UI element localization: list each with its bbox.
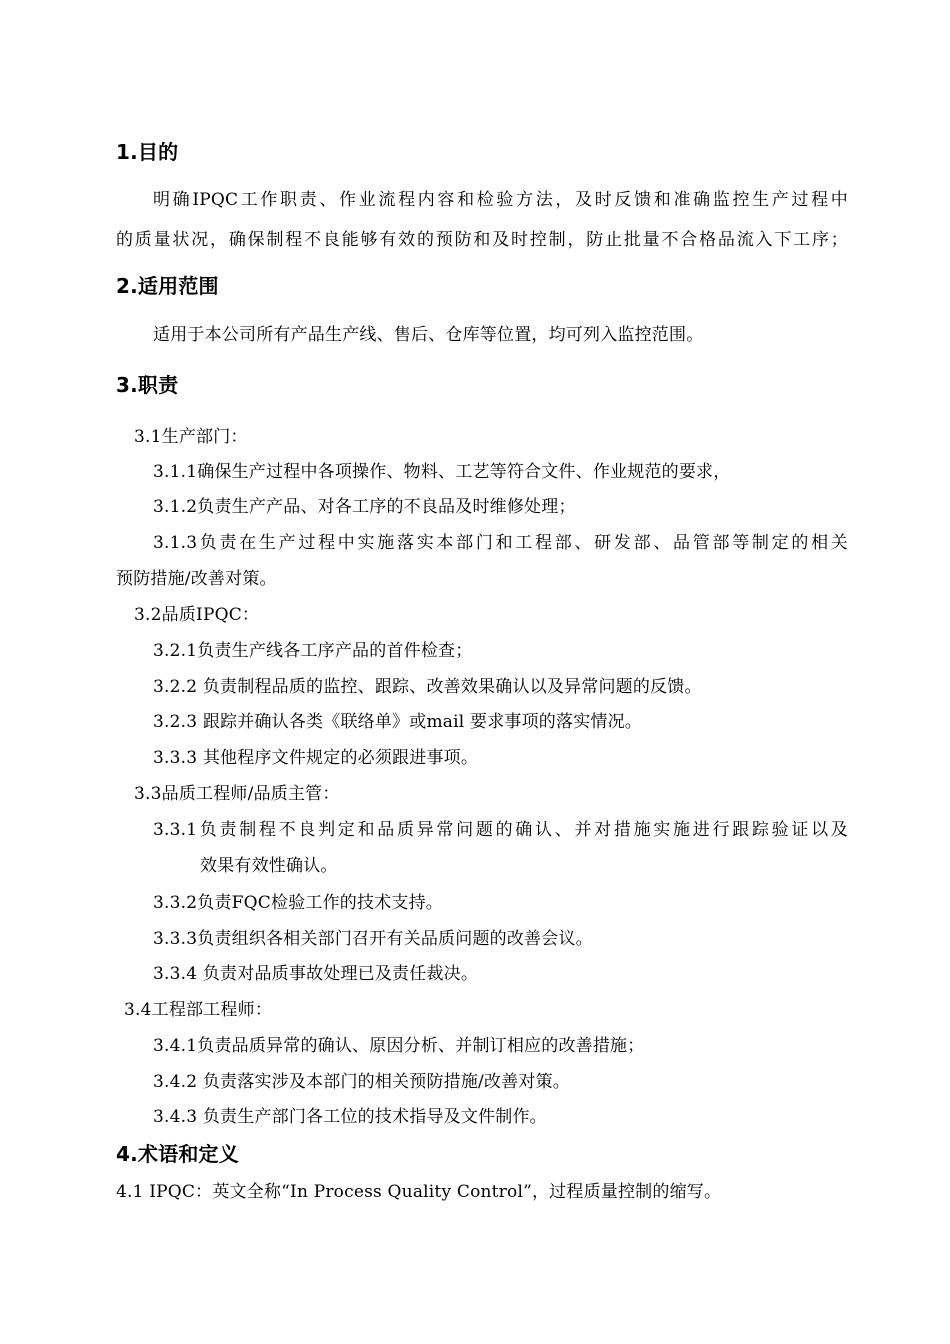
item-3-4-3: 3.4.3 负责生产部门各工位的技术指导及文件制作。: [153, 1107, 547, 1127]
subsection-3-1-title: 3.1生产部门：: [134, 427, 248, 447]
subsection-3-2-title: 3.2品质IPQC：: [134, 605, 260, 625]
item-3-2-1: 3.2.1负责生产线各工序产品的首件检查；: [153, 641, 473, 661]
item-3-3-3-other: 3.3.3 其他程序文件规定的必须跟进事项。: [153, 748, 479, 768]
item-3-1-2: 3.1.2负责生产产品、对各工序的不良品及时维修处理；: [153, 497, 576, 517]
section-2-heading: 2.适用范围: [116, 274, 219, 298]
section-3-heading: 3.职责: [116, 373, 179, 397]
item-3-3-4: 3.3.4 负责对品质事故处理已及责任裁决。: [153, 964, 479, 984]
subsection-3-3-title: 3.3品质工程师/品质主管：: [134, 784, 340, 804]
item-3-3-3: 3.3.3负责组织各相关部门召开有关品质问题的改善会议。: [153, 929, 593, 949]
item-3-2-3: 3.2.3 跟踪并确认各类《联络单》或mail 要求事项的落实情况。: [153, 712, 642, 732]
item-3-1-1: 3.1.1确保生产过程中各项操作、物料、工艺等符合文件、作业规范的要求，: [153, 462, 731, 482]
section-4-heading: 4.术语和定义: [116, 1142, 239, 1166]
item-3-4-2: 3.4.2 负责落实涉及本部门的相关预防措施/改善对策。: [153, 1072, 570, 1092]
subsection-3-4-title: 3.4工程部工程师：: [124, 1000, 273, 1020]
item-3-1-3-line-2: 预防措施/改善对策。: [116, 569, 277, 589]
section-1-heading: 1.目的: [116, 140, 179, 164]
section-2-paragraph: 适用于本公司所有产品生产线、售后、仓库等位置，均可列入监控范围。: [153, 325, 704, 345]
item-4-1: 4.1 IPQC：英文全称“In Process Quality Control”，过程质量控制的缩写。: [116, 1182, 722, 1202]
item-3-4-1: 3.4.1负责品质异常的确认、原因分析、并制订相应的改善措施；: [153, 1036, 645, 1056]
item-3-3-1-line-1: 3.3.1负责制程不良判定和品质异常问题的确认、并对措施实施进行跟踪验证以及: [153, 820, 848, 840]
section-1-paragraph-line-2: 的质量状况，确保制程不良能够有效的预防和及时控制，防止批量不合格品流入下工序；: [116, 230, 848, 250]
section-1-paragraph-line-1: 明确IPQC工作职责、作业流程内容和检验方法，及时反馈和准确监控生产过程中: [153, 190, 848, 210]
item-3-1-3-line-1: 3.1.3负责在生产过程中实施落实本部门和工程部、研发部、品管部等制定的相关: [153, 533, 848, 553]
item-3-3-1-line-2: 效果有效性确认。: [200, 856, 338, 876]
item-3-3-2: 3.3.2负责FQC检验工作的技术支持。: [153, 893, 443, 913]
item-3-2-2: 3.2.2 负责制程品质的监控、跟踪、改善效果确认以及异常问题的反馈。: [153, 677, 702, 697]
